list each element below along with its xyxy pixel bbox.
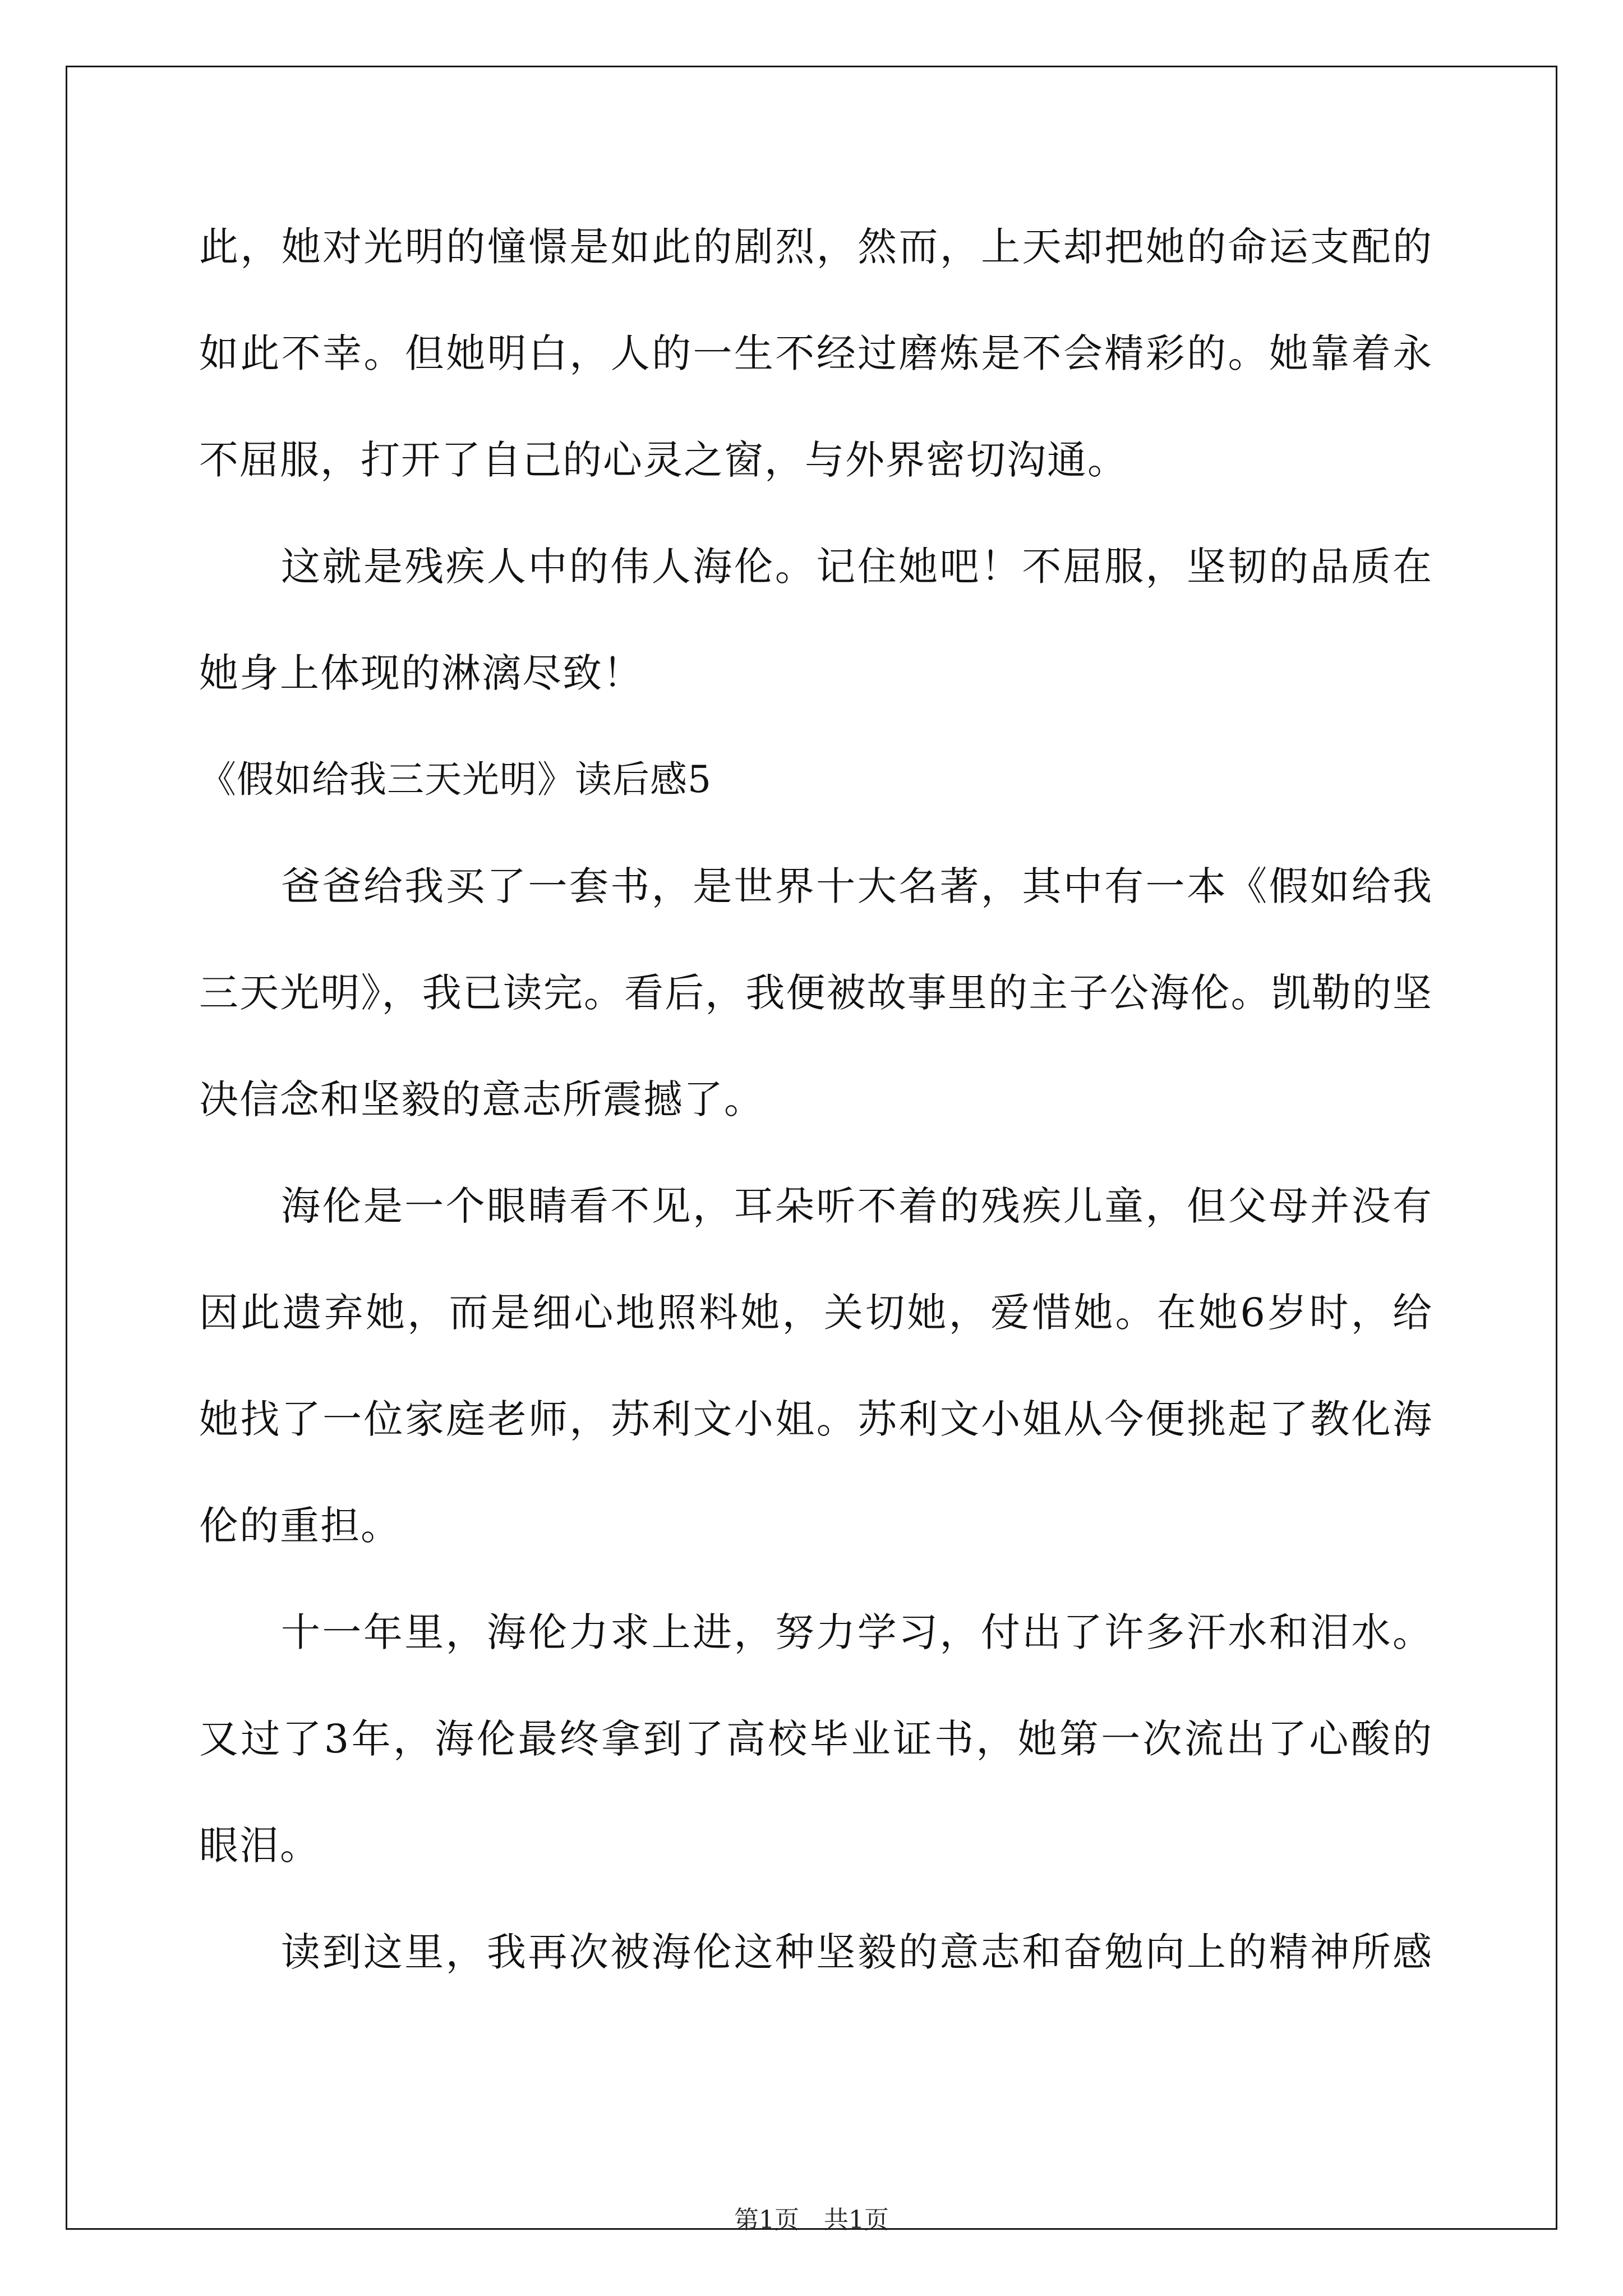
page-border: [66, 66, 1557, 2230]
paragraph-line: 因此遗弃她，而是细心地照料她，关切她，爱惜她。在她6岁时，给: [199, 1290, 1433, 1336]
paragraph-line: 这就是残疾人中的伟人海伦。记住她吧！不屈服，坚韧的品质在: [281, 544, 1433, 590]
paragraph-line: 伦的重担。: [199, 1503, 401, 1549]
paragraph-line: 眼泪。: [199, 1823, 320, 1869]
paragraph-line: 三天光明》，我已读完。看后，我便被故事里的主子公海伦。凯勒的坚: [199, 970, 1433, 1016]
paragraph-line: 十一年里，海伦力求上进，努力学习，付出了许多汗水和泪水。: [281, 1609, 1433, 1655]
paragraph-line: 不屈服，打开了自己的心灵之窗，与外界密切沟通。: [199, 437, 1128, 483]
paragraph-line: 海伦是一个眼睛看不见，耳朵听不着的残疾儿童，但父母并没有: [281, 1183, 1433, 1229]
paragraph-line: 又过了3年，海伦最终拿到了高校毕业证书，她第一次流出了心酸的: [199, 1716, 1433, 1762]
paragraph-line: 她身上体现的淋漓尽致！: [199, 650, 643, 696]
paragraph-line: 此，她对光明的憧憬是如此的剧烈，然而，上天却把她的命运支配的: [199, 224, 1433, 270]
paragraph-line: 决信念和坚毅的意志所震撼了。: [199, 1076, 764, 1122]
paragraph-line: 她找了一位家庭老师，苏利文小姐。苏利文小姐从今便挑起了教化海: [199, 1396, 1433, 1442]
paragraph-line: 读到这里，我再次被海伦这种坚毅的意志和奋勉向上的精神所感: [281, 1929, 1433, 1975]
section-heading: 《假如给我三天光明》读后感5: [199, 758, 712, 801]
paragraph-line: 如此不幸。但她明白，人的一生不经过磨炼是不会精彩的。她靠着永: [199, 330, 1433, 376]
page-footer: 第1页 共1页: [734, 2206, 889, 2234]
paragraph-line: 爸爸给我买了一套书，是世界十大名著，其中有一本《假如给我: [281, 863, 1433, 909]
